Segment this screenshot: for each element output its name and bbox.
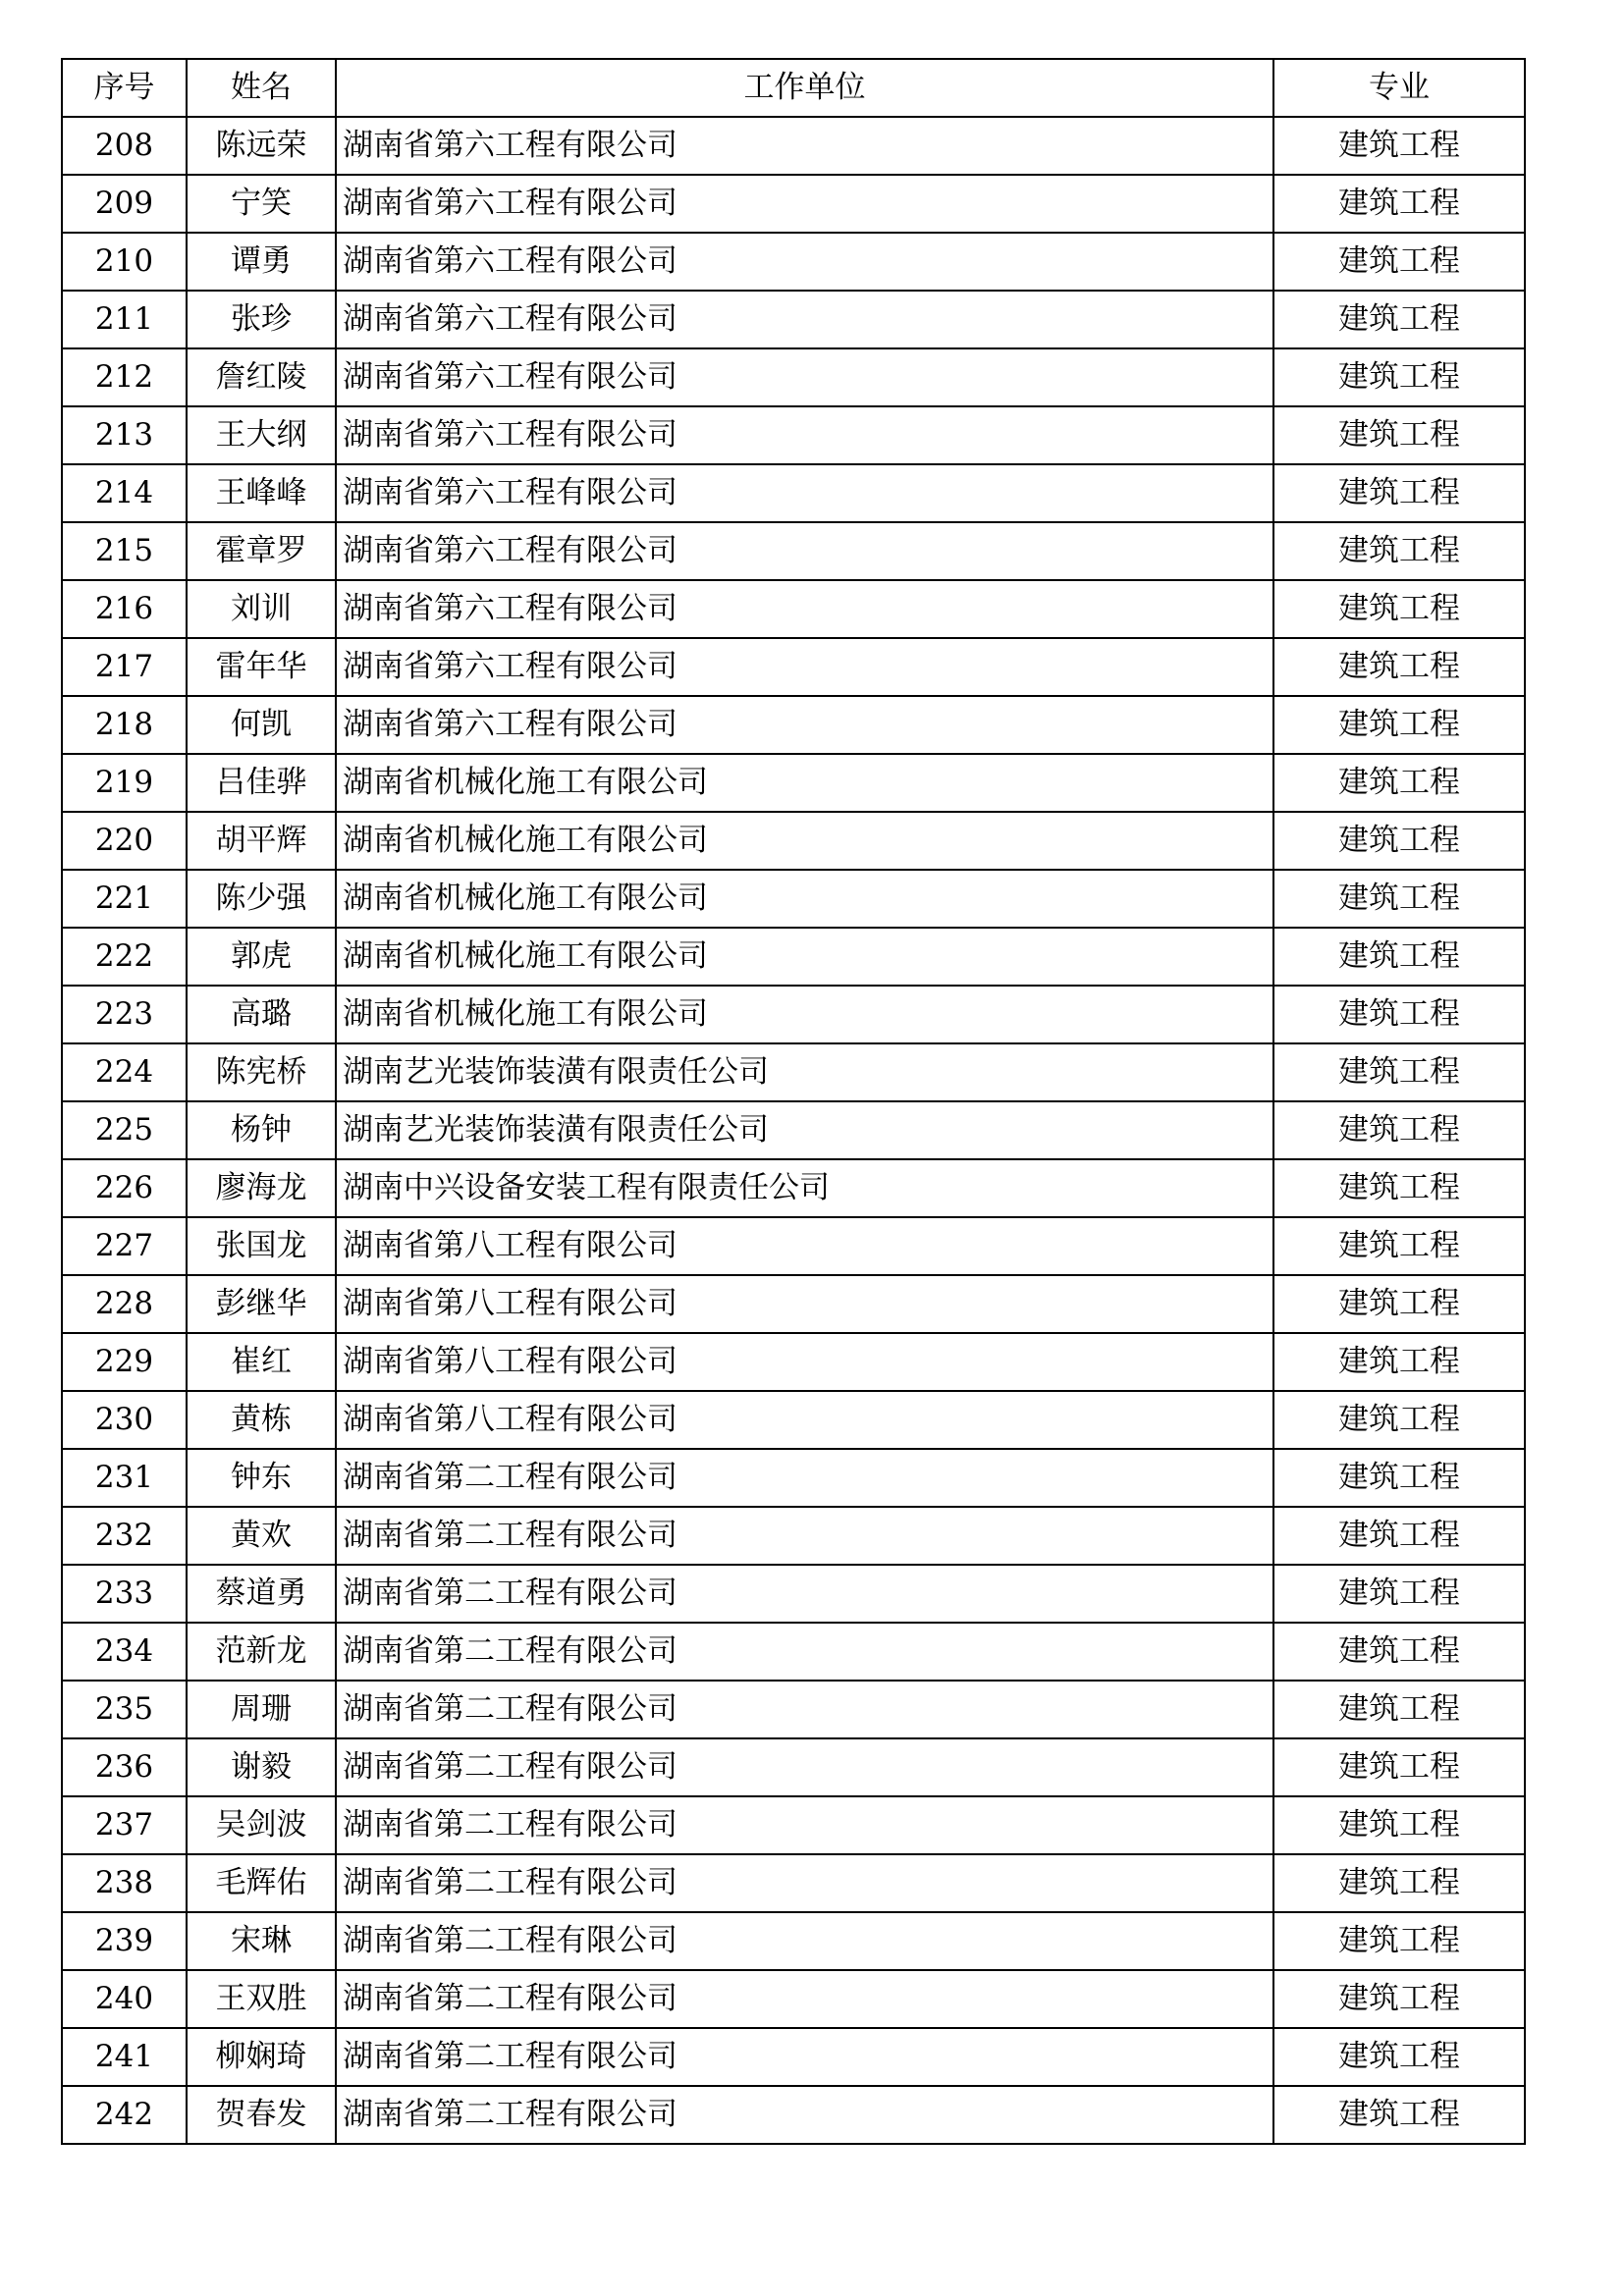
cell-unit: 湖南中兴设备安装工程有限责任公司 [336, 1159, 1273, 1217]
cell-no: 209 [62, 175, 187, 233]
cell-no: 236 [62, 1738, 187, 1796]
cell-no: 217 [62, 638, 187, 696]
cell-unit: 湖南省第六工程有限公司 [336, 233, 1273, 291]
cell-unit: 湖南省第二工程有限公司 [336, 1507, 1273, 1565]
cell-major: 建筑工程 [1273, 1449, 1525, 1507]
cell-no: 237 [62, 1796, 187, 1854]
table-row [62, 1912, 1525, 1970]
cell-unit: 湖南省第六工程有限公司 [336, 348, 1273, 406]
cell-unit: 湖南省第六工程有限公司 [336, 175, 1273, 233]
cell-major: 建筑工程 [1273, 754, 1525, 812]
cell-unit: 湖南省机械化施工有限公司 [336, 870, 1273, 928]
cell-major: 建筑工程 [1273, 928, 1525, 986]
cell-name: 宋琳 [187, 1912, 336, 1970]
table-row [62, 464, 1525, 522]
table-row [62, 1854, 1525, 1912]
cell-name: 范新龙 [187, 1623, 336, 1681]
cell-unit: 湖南艺光装饰装潢有限责任公司 [336, 1043, 1273, 1101]
cell-unit: 湖南省第二工程有限公司 [336, 1854, 1273, 1912]
table-row [62, 2086, 1525, 2144]
cell-no: 218 [62, 696, 187, 754]
cell-no: 235 [62, 1681, 187, 1738]
cell-no: 230 [62, 1391, 187, 1449]
table-row [62, 1391, 1525, 1449]
cell-major: 建筑工程 [1273, 1623, 1525, 1681]
cell-name: 陈少强 [187, 870, 336, 928]
cell-name: 王大纲 [187, 406, 336, 464]
cell-no: 211 [62, 291, 187, 348]
cell-major: 建筑工程 [1273, 175, 1525, 233]
cell-name: 王双胜 [187, 1970, 336, 2028]
cell-name: 何凯 [187, 696, 336, 754]
table-row [62, 1970, 1525, 2028]
cell-unit: 湖南省第二工程有限公司 [336, 1623, 1273, 1681]
table-row [62, 1449, 1525, 1507]
cell-no: 233 [62, 1565, 187, 1623]
cell-name: 王峰峰 [187, 464, 336, 522]
cell-no: 221 [62, 870, 187, 928]
cell-name: 崔红 [187, 1333, 336, 1391]
table-row [62, 1738, 1525, 1796]
cell-major: 建筑工程 [1273, 1043, 1525, 1101]
cell-unit: 湖南省第二工程有限公司 [336, 1681, 1273, 1738]
cell-name: 廖海龙 [187, 1159, 336, 1217]
table-row [62, 638, 1525, 696]
cell-name: 贺春发 [187, 2086, 336, 2144]
cell-major: 建筑工程 [1273, 1159, 1525, 1217]
cell-unit: 湖南省第二工程有限公司 [336, 1912, 1273, 1970]
cell-unit: 湖南省第八工程有限公司 [336, 1391, 1273, 1449]
cell-name: 宁笑 [187, 175, 336, 233]
header-no: 序号 [62, 59, 187, 117]
cell-major: 建筑工程 [1273, 291, 1525, 348]
table-row [62, 580, 1525, 638]
cell-major: 建筑工程 [1273, 464, 1525, 522]
cell-major: 建筑工程 [1273, 1796, 1525, 1854]
cell-unit: 湖南省机械化施工有限公司 [336, 754, 1273, 812]
cell-name: 黄欢 [187, 1507, 336, 1565]
table-header [62, 59, 1525, 117]
cell-no: 210 [62, 233, 187, 291]
cell-unit: 湖南省机械化施工有限公司 [336, 928, 1273, 986]
table-row [62, 406, 1525, 464]
cell-major: 建筑工程 [1273, 1854, 1525, 1912]
cell-name: 雷年华 [187, 638, 336, 696]
cell-no: 214 [62, 464, 187, 522]
cell-unit: 湖南省第六工程有限公司 [336, 406, 1273, 464]
cell-name: 彭继华 [187, 1275, 336, 1333]
cell-unit: 湖南省第二工程有限公司 [336, 1796, 1273, 1854]
cell-no: 239 [62, 1912, 187, 1970]
cell-name: 吴剑波 [187, 1796, 336, 1854]
cell-major: 建筑工程 [1273, 1565, 1525, 1623]
cell-name: 谢毅 [187, 1738, 336, 1796]
cell-major: 建筑工程 [1273, 2086, 1525, 2144]
header-unit: 工作单位 [336, 59, 1273, 117]
cell-major: 建筑工程 [1273, 870, 1525, 928]
roster-table [61, 58, 1526, 2145]
cell-major: 建筑工程 [1273, 1681, 1525, 1738]
table-row [62, 1681, 1525, 1738]
cell-major: 建筑工程 [1273, 406, 1525, 464]
cell-no: 232 [62, 1507, 187, 1565]
table-row [62, 522, 1525, 580]
cell-name: 吕佳骅 [187, 754, 336, 812]
cell-no: 213 [62, 406, 187, 464]
cell-no: 220 [62, 812, 187, 870]
header-name: 姓名 [187, 59, 336, 117]
cell-name: 霍章罗 [187, 522, 336, 580]
cell-no: 234 [62, 1623, 187, 1681]
cell-no: 240 [62, 1970, 187, 2028]
table-row [62, 1623, 1525, 1681]
cell-no: 216 [62, 580, 187, 638]
cell-name: 胡平辉 [187, 812, 336, 870]
cell-major: 建筑工程 [1273, 1970, 1525, 2028]
table-row [62, 928, 1525, 986]
cell-name: 郭虎 [187, 928, 336, 986]
cell-unit: 湖南省第六工程有限公司 [336, 522, 1273, 580]
cell-major: 建筑工程 [1273, 233, 1525, 291]
table-row [62, 291, 1525, 348]
cell-no: 229 [62, 1333, 187, 1391]
cell-no: 226 [62, 1159, 187, 1217]
table-row [62, 1159, 1525, 1217]
cell-major: 建筑工程 [1273, 1391, 1525, 1449]
cell-no: 225 [62, 1101, 187, 1159]
table-row [62, 1101, 1525, 1159]
table-row [62, 1043, 1525, 1101]
table-row [62, 1507, 1525, 1565]
cell-unit: 湖南省第二工程有限公司 [336, 2086, 1273, 2144]
cell-unit: 湖南省第二工程有限公司 [336, 1970, 1273, 2028]
table-row [62, 870, 1525, 928]
table-row [62, 1333, 1525, 1391]
table-row [62, 812, 1525, 870]
cell-name: 柳娴琦 [187, 2028, 336, 2086]
table-row [62, 1275, 1525, 1333]
cell-name: 周珊 [187, 1681, 336, 1738]
cell-unit: 湖南省第八工程有限公司 [336, 1275, 1273, 1333]
cell-major: 建筑工程 [1273, 117, 1525, 175]
table-body [62, 117, 1525, 2144]
cell-unit: 湖南省第六工程有限公司 [336, 291, 1273, 348]
table-row [62, 1796, 1525, 1854]
cell-major: 建筑工程 [1273, 1333, 1525, 1391]
cell-major: 建筑工程 [1273, 1275, 1525, 1333]
cell-unit: 湖南省第二工程有限公司 [336, 2028, 1273, 2086]
cell-major: 建筑工程 [1273, 812, 1525, 870]
cell-name: 钟东 [187, 1449, 336, 1507]
cell-name: 陈宪桥 [187, 1043, 336, 1101]
cell-name: 蔡道勇 [187, 1565, 336, 1623]
cell-name: 陈远荣 [187, 117, 336, 175]
cell-name: 谭勇 [187, 233, 336, 291]
cell-major: 建筑工程 [1273, 1912, 1525, 1970]
cell-no: 227 [62, 1217, 187, 1275]
cell-major: 建筑工程 [1273, 696, 1525, 754]
cell-name: 刘训 [187, 580, 336, 638]
table-row [62, 2028, 1525, 2086]
table-row [62, 233, 1525, 291]
table-row [62, 754, 1525, 812]
cell-major: 建筑工程 [1273, 638, 1525, 696]
cell-major: 建筑工程 [1273, 1507, 1525, 1565]
cell-no: 224 [62, 1043, 187, 1101]
cell-major: 建筑工程 [1273, 1738, 1525, 1796]
cell-name: 毛辉佑 [187, 1854, 336, 1912]
cell-major: 建筑工程 [1273, 522, 1525, 580]
cell-unit: 湖南省第二工程有限公司 [336, 1565, 1273, 1623]
cell-unit: 湖南省第六工程有限公司 [336, 580, 1273, 638]
table-row [62, 696, 1525, 754]
cell-no: 228 [62, 1275, 187, 1333]
cell-major: 建筑工程 [1273, 986, 1525, 1043]
cell-unit: 湖南省第六工程有限公司 [336, 638, 1273, 696]
cell-no: 223 [62, 986, 187, 1043]
table-row [62, 117, 1525, 175]
cell-name: 詹红陵 [187, 348, 336, 406]
table-row [62, 1217, 1525, 1275]
cell-major: 建筑工程 [1273, 580, 1525, 638]
cell-name: 杨钟 [187, 1101, 336, 1159]
cell-name: 张国龙 [187, 1217, 336, 1275]
cell-no: 241 [62, 2028, 187, 2086]
cell-unit: 湖南省第八工程有限公司 [336, 1217, 1273, 1275]
cell-unit: 湖南省机械化施工有限公司 [336, 812, 1273, 870]
cell-unit: 湖南省第六工程有限公司 [336, 696, 1273, 754]
cell-unit: 湖南省第二工程有限公司 [336, 1449, 1273, 1507]
cell-unit: 湖南艺光装饰装潢有限责任公司 [336, 1101, 1273, 1159]
cell-no: 231 [62, 1449, 187, 1507]
table-row [62, 986, 1525, 1043]
cell-major: 建筑工程 [1273, 348, 1525, 406]
cell-no: 212 [62, 348, 187, 406]
cell-unit: 湖南省第八工程有限公司 [336, 1333, 1273, 1391]
cell-name: 张珍 [187, 291, 336, 348]
header-major: 专业 [1273, 59, 1525, 117]
table-row [62, 1565, 1525, 1623]
cell-major: 建筑工程 [1273, 1101, 1525, 1159]
cell-no: 238 [62, 1854, 187, 1912]
cell-no: 215 [62, 522, 187, 580]
cell-no: 222 [62, 928, 187, 986]
header-row [62, 59, 1525, 117]
cell-major: 建筑工程 [1273, 2028, 1525, 2086]
cell-unit: 湖南省第六工程有限公司 [336, 117, 1273, 175]
cell-name: 黄栋 [187, 1391, 336, 1449]
table-row [62, 348, 1525, 406]
cell-unit: 湖南省机械化施工有限公司 [336, 986, 1273, 1043]
table-row [62, 175, 1525, 233]
cell-name: 高璐 [187, 986, 336, 1043]
cell-unit: 湖南省第六工程有限公司 [336, 464, 1273, 522]
cell-major: 建筑工程 [1273, 1217, 1525, 1275]
cell-no: 219 [62, 754, 187, 812]
cell-unit: 湖南省第二工程有限公司 [336, 1738, 1273, 1796]
cell-no: 242 [62, 2086, 187, 2144]
cell-no: 208 [62, 117, 187, 175]
